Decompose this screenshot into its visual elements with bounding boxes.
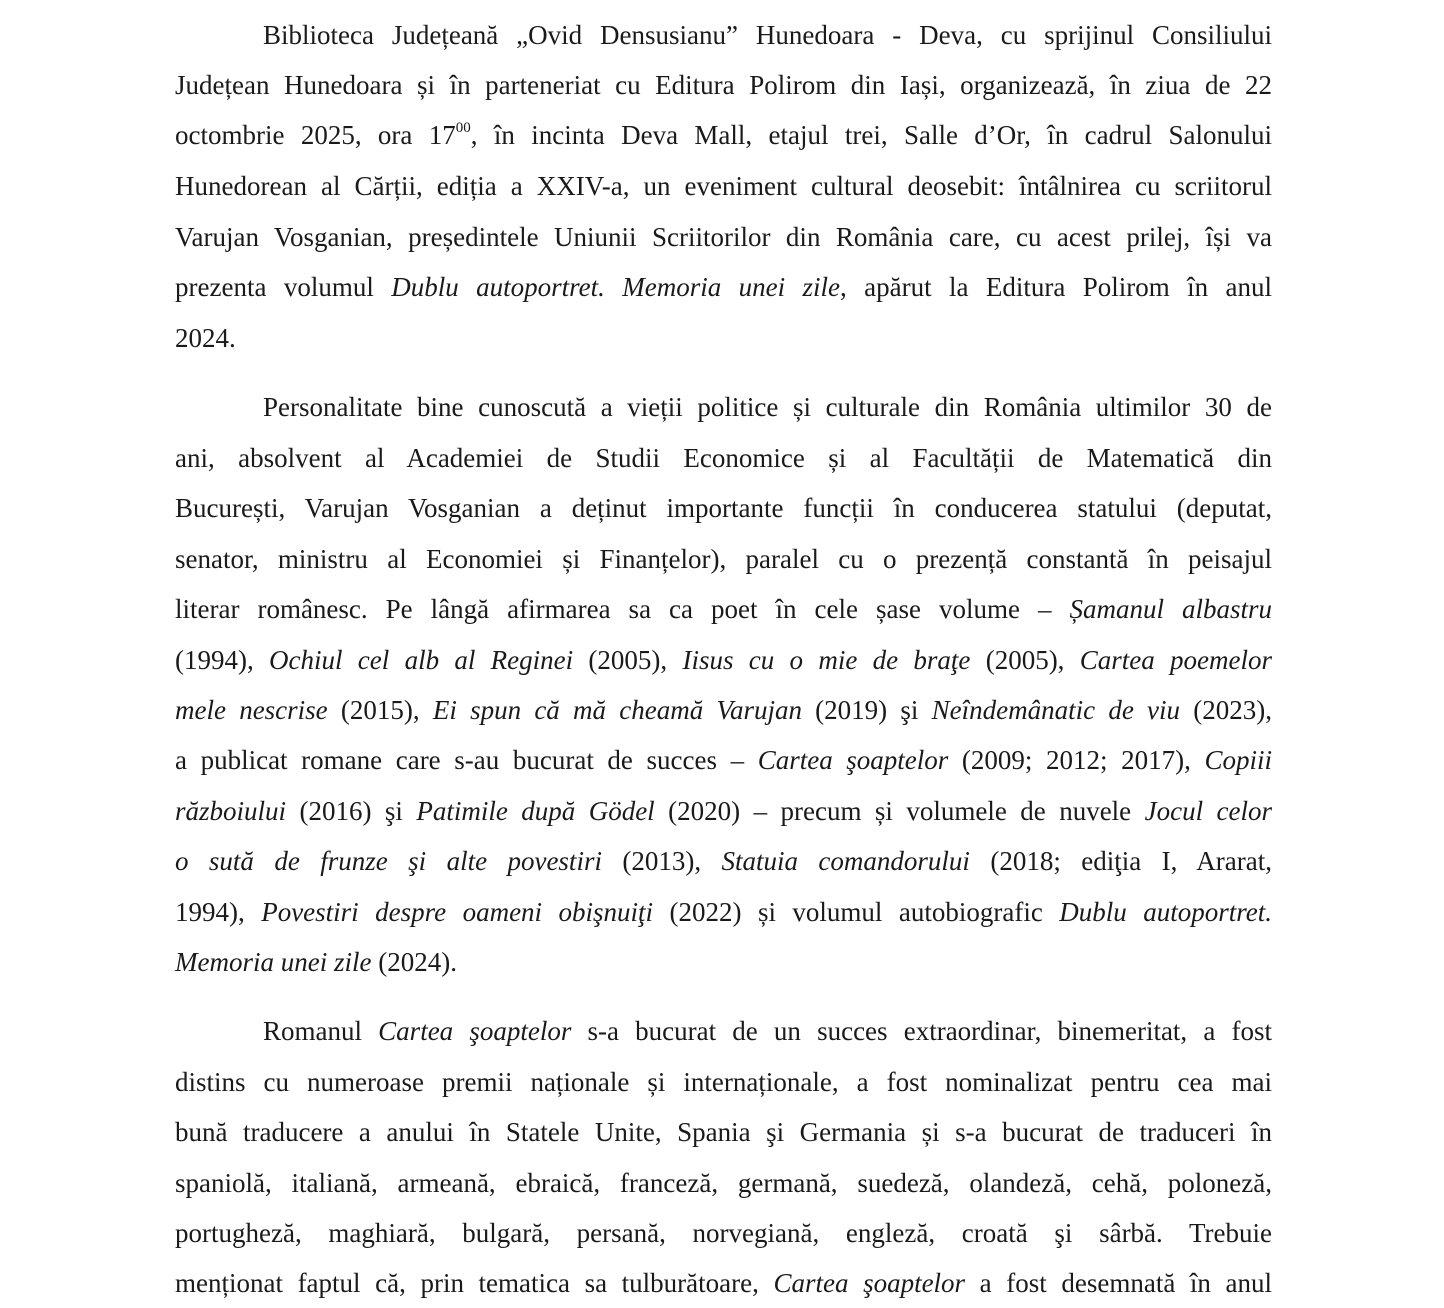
text-line <box>175 786 1272 836</box>
text-segment: Personalitate bine cunoscută a vieții politice și culturale din România ultimilor 30 de <box>263 392 1272 422</box>
book-title: războiului <box>175 796 287 826</box>
book-title: Dublu autoportret. <box>1059 897 1272 927</box>
book-title: Dublu autoportret. Memoria unei zile <box>391 272 840 302</box>
book-title: Jocul celor <box>1144 796 1272 826</box>
text-segment: (2015), <box>327 695 433 725</box>
text-segment: București, Varujan Vosganian a deținut importante funcții în conducerea statului (deputat, <box>175 493 1272 523</box>
text-segment: (2005), <box>573 645 683 675</box>
text-segment: (2005), <box>970 645 1080 675</box>
text-segment: portugheză, maghiară, bulgară, persană, norvegiană, engleză, croată şi sârbă. Trebuie <box>175 1218 1272 1248</box>
text-line <box>175 60 1272 110</box>
text-line <box>175 433 1272 483</box>
superscript-text: 00 <box>455 120 471 136</box>
text-line <box>175 382 1272 432</box>
text-segment: ani, absolvent al Academiei de Studii Economice și al Facultății de Matematică din <box>175 443 1272 473</box>
book-title: Cartea şoaptelor <box>378 1016 572 1046</box>
text-segment: 1994), <box>175 897 262 927</box>
text-segment: a publicat romane care s-au bucurat de succes – <box>175 745 758 775</box>
text-line <box>175 110 1272 160</box>
text-segment: s-a bucurat de un succes extraordinar, binemeritat, a fost <box>571 1016 1272 1046</box>
text-segment: (2023), <box>1180 695 1272 725</box>
book-title: Povestiri despre oameni obişnuiţi <box>261 897 654 927</box>
text-line <box>175 887 1272 937</box>
text-line <box>175 1107 1272 1157</box>
text-segment: (2022) și volumul autobiografic <box>653 897 1060 927</box>
text-line <box>175 483 1272 533</box>
text-line <box>175 1006 1272 1056</box>
text-segment: distins cu numeroase premii naționale și internaționale, a fost nominalizat pentru cea mai <box>175 1067 1272 1097</box>
book-title: mele nescrise <box>175 695 328 725</box>
book-title: o sută de frunze şi alte povestiri <box>175 846 602 876</box>
text-line <box>175 534 1272 584</box>
book-title: Ochiul cel alb al Reginei <box>269 645 574 675</box>
text-segment: literar românesc. Pe lângă afirmarea sa ca poet în cele șase volume – <box>175 594 1070 624</box>
text-line <box>175 836 1272 886</box>
book-title: Cartea poemelor <box>1079 645 1273 675</box>
text-line <box>175 937 1272 987</box>
text-segment: (2018; ediţia I, Ararat, <box>969 846 1273 876</box>
book-title: Neîndemânatic de viu <box>931 695 1181 725</box>
book-title: Cartea şoaptelor <box>773 1268 966 1298</box>
text-segment: prezenta volumul <box>175 272 392 302</box>
text-line <box>175 1057 1272 1107</box>
text-line <box>175 10 1272 60</box>
book-title: Ei spun că mă cheamă Varujan <box>432 695 802 725</box>
text-line <box>175 161 1272 211</box>
text-line <box>175 262 1272 312</box>
book-title: Copiii <box>1204 745 1272 775</box>
book-title: Memoria unei zile <box>175 947 372 977</box>
text-line <box>175 635 1272 685</box>
text-segment: bună traducere a anului în Statele Unite, Spania şi Germania și s-a bucurat de traduceri în <box>175 1117 1272 1147</box>
text-line <box>175 735 1272 785</box>
text-line <box>175 1258 1272 1308</box>
text-line <box>175 584 1272 634</box>
book-title: Patimile după Gödel <box>416 796 655 826</box>
text-line <box>175 313 1272 363</box>
book-title: Iisus cu o mie de braţe <box>682 645 971 675</box>
text-segment: octombrie 2025, ora 17 <box>175 120 456 150</box>
text-segment: (2019) şi <box>801 695 932 725</box>
text-segment: menționat faptul că, prin tematica sa tulburătoare, <box>175 1268 774 1298</box>
text-line <box>175 1208 1272 1258</box>
text-segment: a fost desemnată în anul <box>965 1268 1272 1298</box>
text-segment: Hunedorean al Cărții, ediția a XXIV-a, un eveniment cultural deosebit: întâlnirea cu scriitorul <box>175 171 1272 201</box>
text-segment: 2024. <box>175 323 236 353</box>
text-line <box>175 212 1272 262</box>
text-line <box>175 685 1272 735</box>
text-segment: (2024). <box>371 947 457 977</box>
text-segment: (2020) – precum și volumele de nuvele <box>654 796 1145 826</box>
text-segment: Varujan Vosganian, președintele Uniunii Scriitorilor din România care, cu acest prilej, își va <box>175 222 1272 252</box>
text-segment: senator, ministru al Economiei și Finanțelor), paralel cu o prezență constantă în peisajul <box>175 544 1272 574</box>
book-title: Cartea şoaptelor <box>757 745 949 775</box>
text-line <box>175 1158 1272 1208</box>
book-title: Statuia comandorului <box>721 846 970 876</box>
text-segment: , în incinta Deva Mall, etajul trei, Salle d’Or, în cadrul Salonului <box>470 120 1272 150</box>
text-segment: Biblioteca Județeană „Ovid Densusianu” Hunedoara - Deva, cu sprijinul Consiliului <box>263 20 1272 50</box>
text-segment: Județean Hunedoara și în parteneriat cu Editura Polirom din Iași, organizează, în ziua de 22 <box>175 70 1272 100</box>
text-segment: (2009; 2012; 2017), <box>948 745 1205 775</box>
text-segment: Romanul <box>263 1016 379 1046</box>
text-segment: (2016) şi <box>286 796 417 826</box>
text-segment: (2013), <box>601 846 722 876</box>
text-segment: (1994), <box>175 645 270 675</box>
book-title: Șamanul albastru <box>1069 594 1272 624</box>
text-segment: spaniolă, italiană, armeană, ebraică, franceză, germană, suedeză, olandeză, cehă, poloneză, <box>175 1168 1272 1198</box>
text-segment: , apărut la Editura Polirom în anul <box>840 272 1273 302</box>
